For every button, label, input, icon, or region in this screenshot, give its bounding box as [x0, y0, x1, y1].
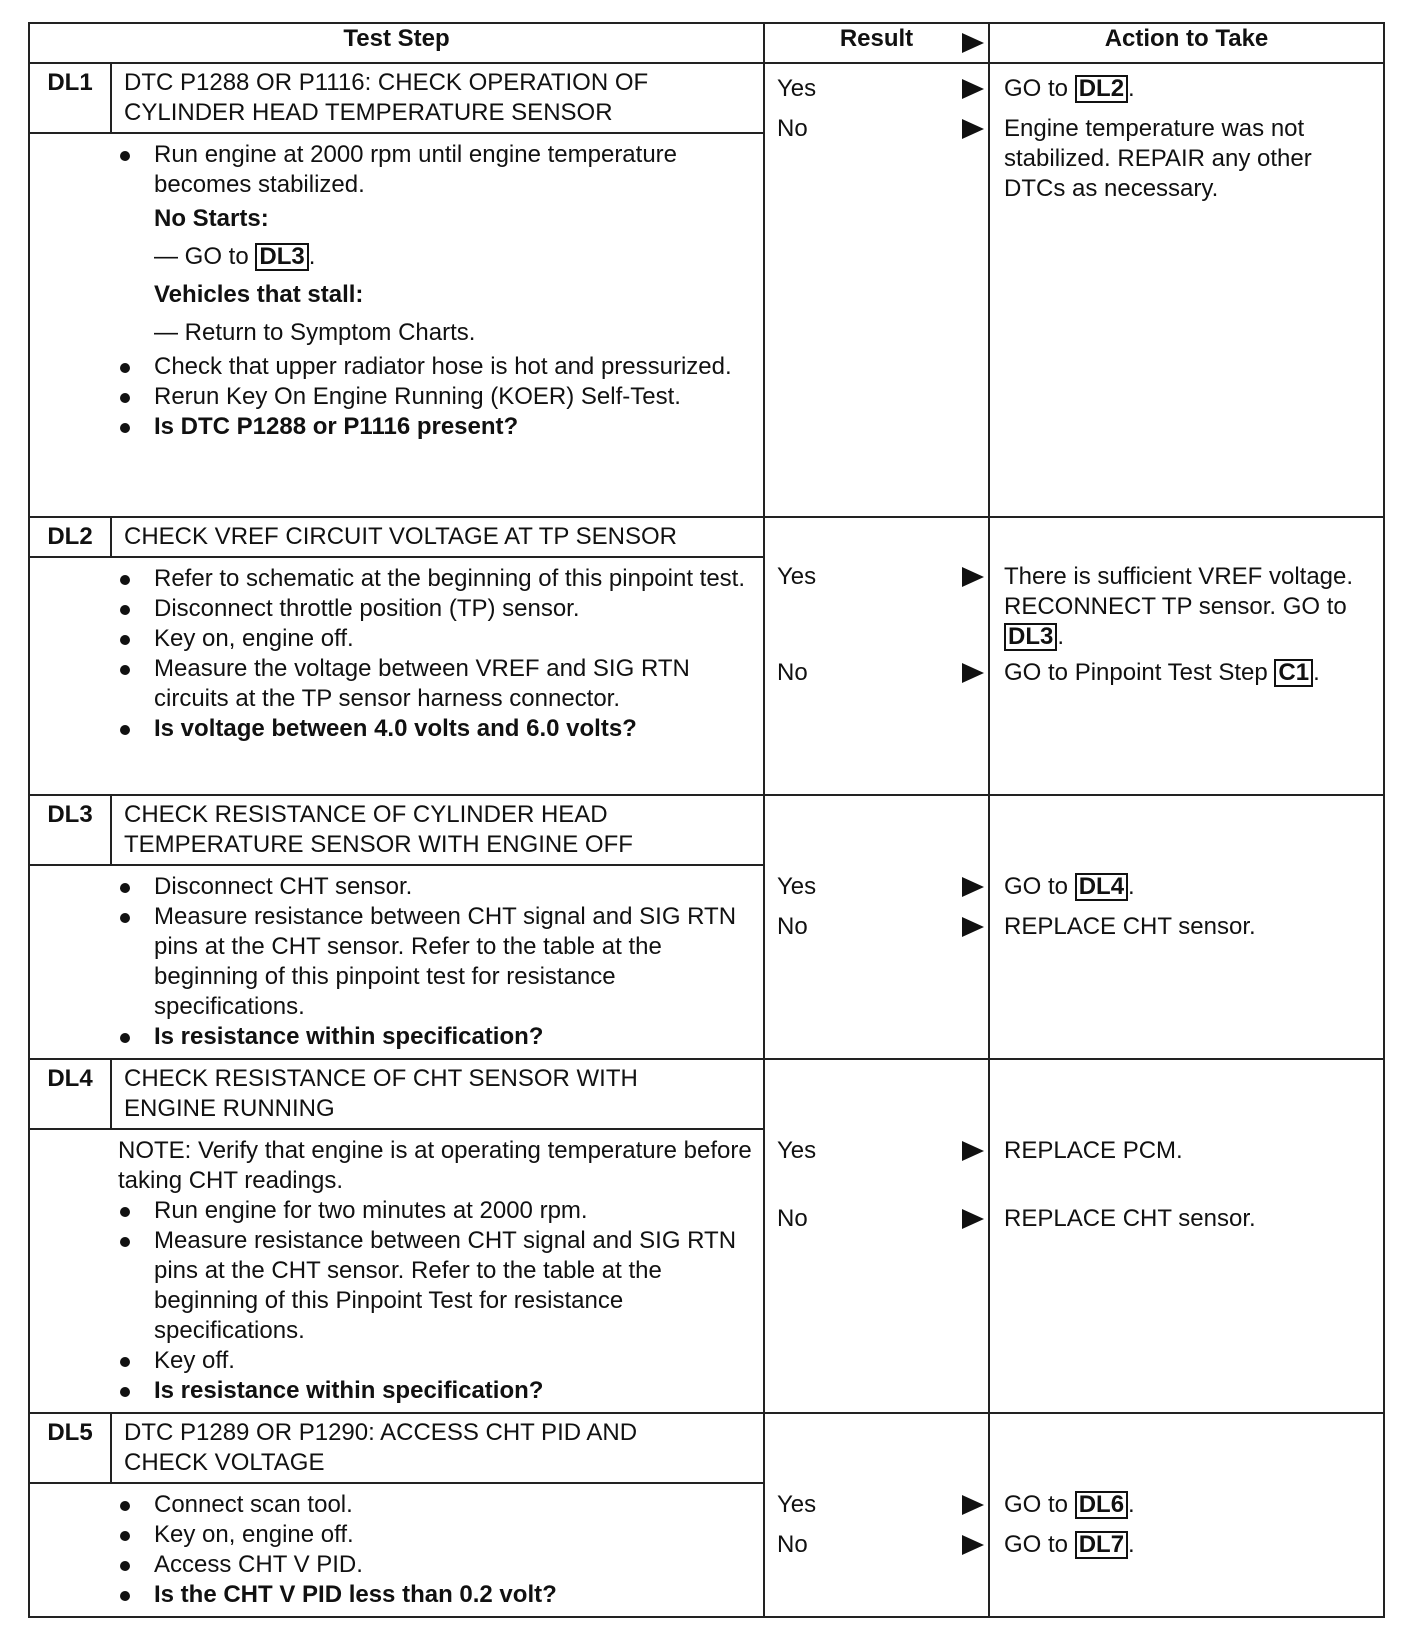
step-row-dl3: [29, 795, 1384, 1059]
arrow-right-icon: [962, 79, 984, 99]
bullet-item: Run engine at 2000 rpm until engine temperature becomes stabilized.: [118, 140, 753, 200]
arrow-right-icon: [962, 917, 984, 937]
result-no: [777, 1530, 984, 1560]
bullet-item: Key off.: [118, 1346, 753, 1376]
step-body: [30, 558, 763, 750]
bullet-item: Disconnect CHT sensor.: [118, 872, 753, 902]
step-cell: [29, 1059, 764, 1413]
result-label: No: [777, 1531, 808, 1558]
step-heading-line: CHECK VREF CIRCUIT VOLTAGE AT TP SENSOR: [124, 523, 678, 550]
step-reference: C1: [1274, 659, 1313, 687]
result-label: Yes: [777, 873, 817, 900]
action-yes: GO to DL2 .: [1004, 75, 1135, 102]
step-reference: DL2: [1075, 75, 1128, 103]
action-yes: REPLACE PCM.: [1004, 1137, 1183, 1164]
action-text: GO to: [1004, 873, 1069, 900]
result-label: No: [777, 659, 808, 686]
header-result-cell: [764, 23, 989, 63]
step-title-row: [30, 1060, 763, 1130]
result-no: [777, 912, 984, 942]
result-cell: [764, 517, 989, 795]
bullet-item: Key on, engine off.: [118, 1520, 753, 1550]
arrow-right-icon: [962, 33, 984, 53]
result-label: Yes: [777, 75, 817, 102]
result-yes: [777, 562, 984, 592]
bullet-question: Is voltage between 4.0 volts and 6.0 volts?: [118, 714, 753, 744]
action-no: GO to DL7 .: [1004, 1531, 1135, 1558]
result-no: [777, 114, 984, 144]
action-text: GO to: [1004, 75, 1069, 102]
dash-item: — GO to DL3 .: [154, 243, 316, 270]
step-id: DL2: [30, 518, 112, 556]
step-heading-line: CYLINDER HEAD TEMPERATURE SENSOR: [124, 99, 613, 126]
action-yes: GO to DL6 .: [1004, 1491, 1135, 1518]
dash-text: — GO to: [154, 243, 249, 270]
bullet-item: Refer to schematic at the beginning of this pinpoint test.: [118, 564, 753, 594]
action-text: There is sufficient VREF voltage. RECONNECT TP sensor. GO to: [1004, 563, 1354, 620]
step-reference: DL7: [1075, 1531, 1128, 1559]
result-yes: [777, 872, 984, 902]
step-title-row: [30, 1414, 763, 1484]
bullet-item: Connect scan tool.: [118, 1490, 753, 1520]
step-heading-line: CHECK VOLTAGE: [124, 1449, 325, 1476]
result-cell: [764, 63, 989, 517]
result-label: Yes: [777, 1137, 817, 1164]
arrow-right-icon: [962, 1495, 984, 1515]
result-yes: [777, 1136, 984, 1166]
step-body: [30, 866, 763, 1058]
action-no: REPLACE CHT sensor.: [1004, 913, 1256, 940]
header-action: Action to Take: [989, 23, 1384, 63]
result-no: [777, 658, 984, 688]
arrow-right-icon: [962, 1535, 984, 1555]
bullet-item: Run engine for two minutes at 2000 rpm.: [118, 1196, 753, 1226]
step-heading-line: CHECK RESISTANCE OF CHT SENSOR WITH: [124, 1065, 638, 1092]
header-result: Result: [839, 25, 914, 52]
step-id: DL4: [30, 1060, 112, 1128]
arrow-right-icon: [962, 1141, 984, 1161]
action-yes: GO to DL4 .: [1004, 873, 1135, 900]
pinpoint-test-table-container: [28, 22, 1383, 1618]
bullet-question: Is the CHT V PID less than 0.2 volt?: [118, 1580, 753, 1610]
action-no: GO to Pinpoint Test Step C1 .: [1004, 659, 1320, 686]
step-heading: [112, 1414, 647, 1482]
step-body: [30, 1130, 763, 1412]
step-reference: DL6: [1075, 1491, 1128, 1519]
step-id: DL3: [30, 796, 112, 864]
step-row-dl2: [29, 517, 1384, 795]
step-cell: [29, 795, 764, 1059]
bullet-item: Key on, engine off.: [118, 624, 753, 654]
table-header-row: [29, 23, 1384, 63]
arrow-right-icon: [962, 567, 984, 587]
bullet-question: Is DTC P1288 or P1116 present?: [118, 412, 753, 442]
action-text: GO to: [1004, 1531, 1069, 1558]
result-label: Yes: [777, 563, 817, 590]
result-label: No: [777, 115, 808, 142]
arrow-right-icon: [962, 663, 984, 683]
result-yes: [777, 1490, 984, 1520]
step-heading-line: CHECK RESISTANCE OF CYLINDER HEAD: [124, 801, 608, 828]
step-heading: [112, 518, 687, 556]
step-title-row: [30, 64, 763, 134]
step-heading-line: DTC P1289 OR P1290: ACCESS CHT PID AND: [124, 1419, 638, 1446]
step-reference: DL3: [255, 243, 308, 271]
result-cell: [764, 1413, 989, 1617]
bullet-item: Measure resistance between CHT signal and SIG RTN pins at the CHT sensor. Refer to the table at the beginning of this Pinpoint Test for resistance specifications.: [118, 1226, 753, 1346]
result-no: [777, 1204, 984, 1234]
step-heading: [112, 796, 643, 864]
step-heading: [112, 1060, 648, 1128]
result-label: Yes: [777, 1491, 817, 1518]
action-no: Engine temperature was not stabilized. REPAIR any other DTCs as necessary.: [1004, 115, 1312, 202]
step-cell: [29, 1413, 764, 1617]
pinpoint-test-table: [28, 22, 1385, 1618]
arrow-right-icon: [962, 1209, 984, 1229]
action-cell: [989, 1059, 1384, 1413]
result-yes: [777, 74, 984, 104]
step-row-dl1: [29, 63, 1384, 517]
step-body: [30, 1484, 763, 1616]
subheading: No Starts:: [154, 205, 269, 232]
note-text: NOTE: Verify that engine is at operating temperature before taking CHT readings.: [118, 1137, 752, 1194]
result-label: No: [777, 1205, 808, 1232]
step-id: DL1: [30, 64, 112, 132]
action-no: REPLACE CHT sensor.: [1004, 1205, 1256, 1232]
dash-item: — Return to Symptom Charts.: [154, 319, 476, 346]
step-reference: DL4: [1075, 873, 1128, 901]
step-heading-line: DTC P1288 OR P1116: CHECK OPERATION OF: [124, 69, 649, 96]
step-id: DL5: [30, 1414, 112, 1482]
step-title-row: [30, 518, 763, 558]
bullet-item: Measure resistance between CHT signal and SIG RTN pins at the CHT sensor. Refer to the table at the beginning of this pinpoint test for resistance specifications.: [118, 902, 753, 1022]
action-yes: There is sufficient VREF voltage. RECONNECT TP sensor. GO to DL3 .: [1004, 563, 1354, 650]
bullet-question: Is resistance within specification?: [118, 1022, 753, 1052]
bullet-item: Access CHT V PID.: [118, 1550, 753, 1580]
arrow-right-icon: [962, 877, 984, 897]
step-reference: DL3: [1004, 623, 1057, 651]
result-label: No: [777, 913, 808, 940]
action-cell: [989, 63, 1384, 517]
action-cell: [989, 517, 1384, 795]
action-text: GO to: [1004, 1491, 1069, 1518]
step-title-row: [30, 796, 763, 866]
action-text: GO to Pinpoint Test Step: [1004, 659, 1268, 686]
bullet-item: Rerun Key On Engine Running (KOER) Self-Test.: [118, 382, 753, 412]
step-cell: [29, 63, 764, 517]
header-test-step: Test Step: [29, 23, 764, 63]
bullet-item: Check that upper radiator hose is hot and pressurized.: [118, 352, 753, 382]
step-heading-line: ENGINE RUNNING: [124, 1095, 335, 1122]
step-body: [30, 134, 763, 448]
subheading: Vehicles that stall:: [154, 281, 364, 308]
action-cell: [989, 795, 1384, 1059]
action-cell: [989, 1413, 1384, 1617]
step-cell: [29, 517, 764, 795]
step-row-dl4: [29, 1059, 1384, 1413]
result-cell: [764, 1059, 989, 1413]
arrow-right-icon: [962, 119, 984, 139]
bullet-item: Measure the voltage between VREF and SIG RTN circuits at the TP sensor harness connector.: [118, 654, 753, 714]
bullet-question: Is resistance within specification?: [118, 1376, 753, 1406]
result-cell: [764, 795, 989, 1059]
step-heading: [112, 64, 658, 132]
step-row-dl5: [29, 1413, 1384, 1617]
bullet-item: Disconnect throttle position (TP) sensor.: [118, 594, 753, 624]
step-heading-line: TEMPERATURE SENSOR WITH ENGINE OFF: [124, 831, 633, 858]
